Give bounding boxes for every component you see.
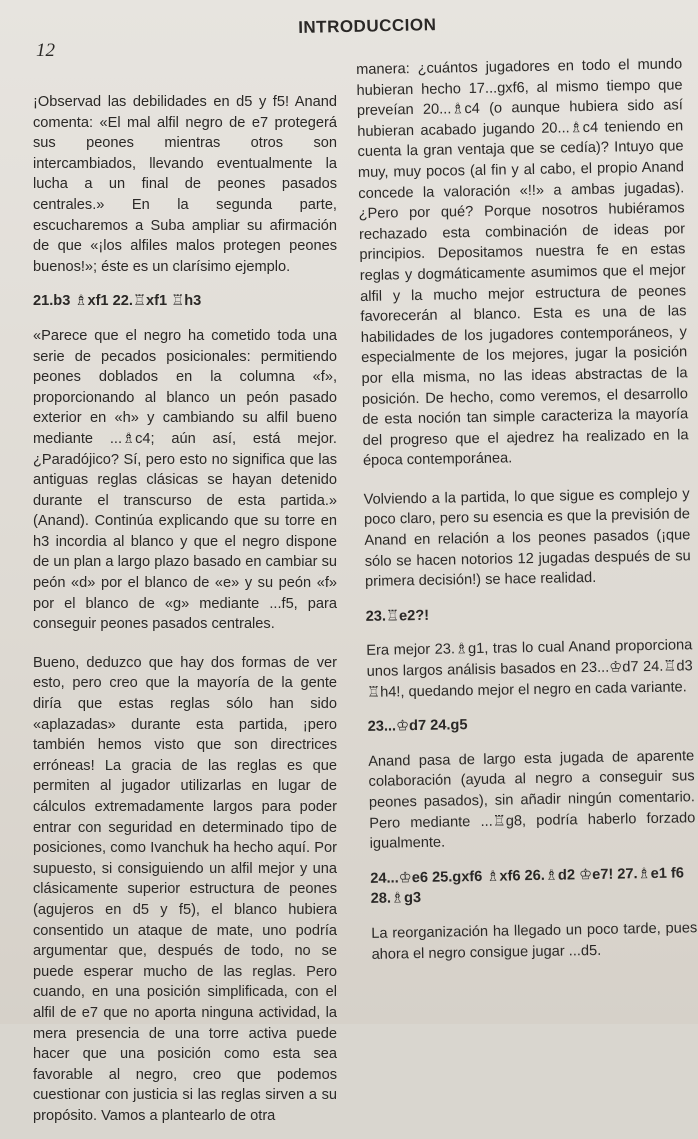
move-notation: 21.b3 ♗xf1 22.♖xf1 ♖h3: [33, 293, 202, 310]
paragraph: Era mejor 23.♗g1, tras lo cual Anand proporciona unos largos análisis basados en 23...♔d7 24.♖d3 ♖h4!, quedando mejor el negro en cada variante.: [366, 637, 693, 701]
paragraph: «Parece que el negro ha cometido toda una serie de pecados posicionales: permitiendo peones doblados en la columna «f», proporcionando al blanco un peón pasado exterior en «h» y cambiando su alfil bueno mediante ...♗c4; aún así, está mejor. ¿Paradójico? Sí, pero esto no significa que las antiguas reglas clásicas se hayan detenido durante el transcurso de esta partida.» (Anand). Continúa explicando que su torre en h3 incordia al blanco y que el negro dispone de un plan a largo plazo basado en cambiar su peón «d» por el blanco de «e» y su peón «f» por el blanco de «g» mediante ...f5, para conseguir peones pasados centrales.: [33, 327, 337, 633]
paragraph: La reorganización ha llegado un poco tarde, pues ahora el negro consigue jugar ...d5.: [371, 920, 698, 963]
page-number: 12: [36, 40, 55, 61]
move-notation: 23...♔d7 24.g5: [367, 717, 468, 736]
paragraph: ¡Observad las debilidades en d5 y f5! Anand comenta: «El mal alfil negro de e7 protegerá sus peones mientras otros son intercambiados, llevando eventualmente la lucha a un final de peones pasados centrales.» En la segunda parte, escucharemos a Suba ampliar su afirmación de que «¡los alfiles malos protegen peones buenos!»; éste es un clarísimo ejemplo.: [33, 94, 337, 275]
paragraph: Volviendo a la partida, lo que sigue es complejo y poco claro, pero su esencia es que la previsión de Anand en relación a los peones pasados (¡que sólo se hacen notorios 12 jugadas después de su primera decisión!) se hace realidad.: [363, 486, 691, 591]
move-notation: 23.♖e2?!: [365, 607, 430, 625]
running-head: INTRODUCCION: [298, 15, 437, 37]
paragraph: manera: ¿cuántos jugadores en todo el mundo hubieran hecho 17...gxf6, al mismo tiempo que preveían 20...♗c4 (o aunque hubiera sido así hubieran acabado jugando 20...♗c4 teniendo en cuenta la gran ventaja que se cedía)? Intuyo que muy, muy pocos (al fin y al cabo, el propio Anand concede la valoración «!!» a ambas jugadas). ¿Pero por qué? Porque nosotros hubiéramos rechazado esta combinación de ideas por principios. Depositamos nuestra fe en estas reglas y dogmáticamente asumimos que el mejor alfil y la mucho mejor estructura de peones favorecerán al blanco. Esta es una de las habilidades de los jugadores contemporáneos, y especialmente de los mejores, jugar la posición por ella misma, no las ideas abstractas de la posición. De hecho, como veremos, el desarrollo de esta noción tan simple caracteriza la mayoría del progreso que el ajedrez ha realizado en la época contemporánea.: [356, 56, 689, 470]
move-notation: 24...♔e6 25.gxf6 ♗xf6 26.♗d2 ♔e7! 27.♗e1 f6 28.♗g3: [370, 865, 685, 908]
paragraph: Bueno, deduzco que hay dos formas de ver esto, pero creo que la mayoría de la gente diría que estas reglas sólo han sido «aplazadas» durante esta partida, ¡pero también hemos visto que son directrices erróneas! La gracia de las reglas es que permiten al jugador utilizarlas en lugar de cálculos extremadamente largos para poder entrar con seguridad en determinado tipo de posiciones, como Ivanchuk ha hecho aquí. Por supuesto, si consiguiendo un alfil mejor y una clásicamente superior estructura de peones (agujeros en d5 y f5), el blanco hubiera consentido un ataque de mate, uno podría argumentar que, después de todo, no se puede esperar mucho de las reglas. Pero cuando, en una posición simplificada, con el alfil de e7 que no aporta ninguna actividad, la mera presencia de una torre activa puede hacer que una posición como esta sea favorable al negro, creo que podemos cuestionar con justicia si las reglas sirven a su propósito. Vamos a plantearlo de otra: [33, 654, 337, 1124]
paragraph: Anand pasa de largo esta jugada de aparente colaboración (ayuda al negro a conseguir sus peones pasados), sin añadir ningún comentario. Pero mediante ...♖g8, podría haberlo forzado igualmente.: [368, 748, 696, 853]
left-column: [33, 92, 337, 1139]
right-column: [356, 54, 698, 977]
